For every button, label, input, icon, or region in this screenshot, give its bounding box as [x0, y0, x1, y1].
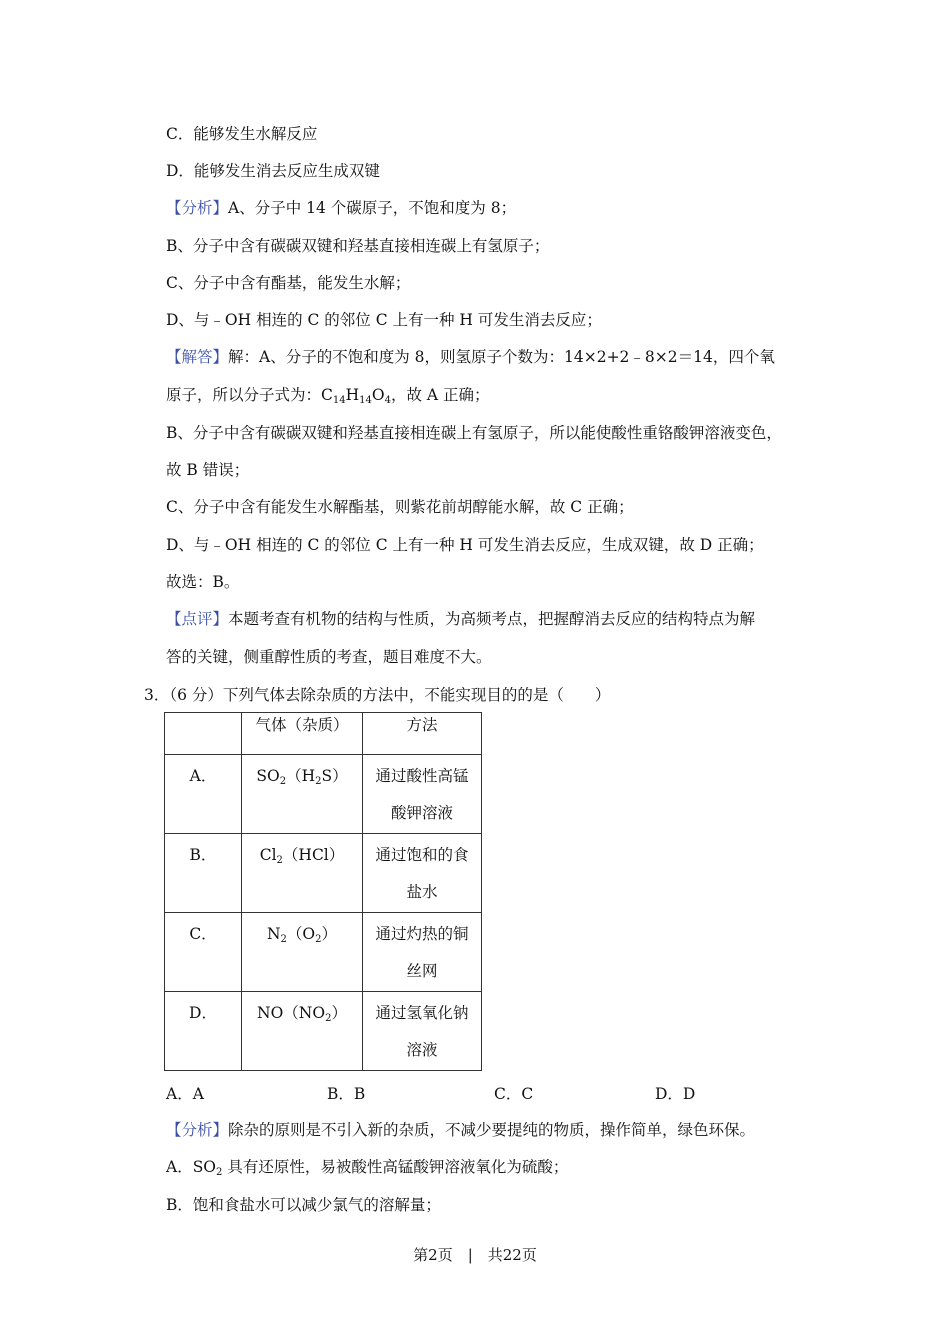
row-label: B．: [189, 846, 217, 864]
table-header-cell: 气体（杂质）: [242, 713, 363, 755]
analysis-line-a: 【分析】A、分子中 14 个碳原子，不饱和度为 8；: [166, 199, 517, 217]
analysis2-line-a: A．$SO_2$ 具有还原性，易被酸性高锰酸钾溶液氧化为硫酸；: [166, 1158, 569, 1178]
answer-tag: 【解答】: [166, 348, 229, 366]
table-header-cell: 方法: [363, 713, 482, 755]
question-3: 3．（6 分）下列气体去除杂质的方法中，不能实现目的的是（ ）: [144, 686, 611, 704]
table-header-cell: [165, 713, 242, 755]
row-label: C．: [189, 925, 217, 943]
choice-b: B．B: [327, 1085, 366, 1103]
gas-cell: $NO(NO_2)$: [257, 1004, 347, 1024]
analysis-line-c: C、分子中含有酯基，能发生水解；: [166, 274, 411, 292]
analysis2-line-b: B．饱和食盐水可以减少氯气的溶解量；: [166, 1196, 441, 1214]
analysis2-line: 【分析】除杂的原则是不引入新的杂质，不减少要提纯的物质，操作简单，绿色环保。: [166, 1121, 756, 1139]
table-row: [165, 834, 482, 913]
choice-a: A．A: [166, 1085, 204, 1103]
answer-line-1: 【解答】解：A、分子的不饱和度为 8，则氢原子个数为：14×2+2﹣8×2＝14，四个氧: [166, 348, 775, 366]
analysis2-tag: 【分析】: [166, 1121, 229, 1139]
option-c: C．能够发生水解反应: [166, 125, 318, 143]
answer-line-5: C、分子中含有能发生水解酯基，则紫花前胡醇能水解，故 C 正确；: [166, 498, 634, 516]
analysis-line-d: D、与﹣OH 相连的 C 的邻位 C 上有一种 H 可发生消去反应；: [166, 311, 602, 329]
choice-d: D．D: [655, 1085, 696, 1103]
row-label: D．: [189, 1004, 217, 1022]
gas-cell: $N_2(O_2)$: [266, 925, 338, 945]
answer-line-6: D、与﹣OH 相连的 C 的邻位 C 上有一种 H 可发生消去反应，生成双键，故 D 正确；: [166, 536, 764, 554]
method-cell: 通过饱和的食 盐水: [375, 846, 469, 901]
option-d: D．能够发生消去反应生成双键: [166, 162, 380, 180]
answer-line-3: B、分子中含有碳碳双键和羟基直接相连碳上有氢原子，所以能使酸性重铬酸钾溶液变色，: [166, 424, 782, 442]
analysis-line-b: B、分子中含有碳碳双键和羟基直接相连碳上有氢原子；: [166, 237, 550, 255]
table-row: [165, 913, 482, 992]
gas-cell: $SO_2(H_2S)$: [256, 767, 348, 787]
table-row: [165, 755, 482, 834]
choice-c: C．C: [494, 1085, 534, 1103]
comment-tag: 【点评】: [166, 610, 229, 628]
method-cell: 通过氢氧化钠 溶液: [375, 1004, 469, 1059]
impurity-table: [164, 712, 482, 1071]
comment-line-1: 【点评】本题考查有机物的结构与性质，为高频考点，把握醇消去反应的结构特点为解: [166, 610, 756, 628]
page-footer: 第2页 | 共22页: [413, 1246, 537, 1264]
analysis-tag: 【分析】: [166, 199, 229, 217]
row-label: A．: [189, 767, 217, 785]
method-cell: 通过酸性高锰 酸钾溶液: [375, 767, 469, 822]
answer-line-7: 故选：B。: [166, 573, 240, 591]
method-cell: 通过灼热的铜 丝网: [375, 925, 469, 980]
comment-line-2: 答的关键，侧重醇性质的考查，题目难度不大。: [166, 648, 492, 666]
answer-line-2: 原子，所以分子式为：$C_{14}H_{14}O_4$，故 A 正确；: [166, 386, 490, 406]
table-row: [165, 992, 482, 1071]
answer-line-4: 故 B 错误；: [166, 461, 250, 479]
table-header-row: [165, 713, 482, 755]
gas-cell: $Cl_2(HCl)$: [259, 846, 345, 866]
